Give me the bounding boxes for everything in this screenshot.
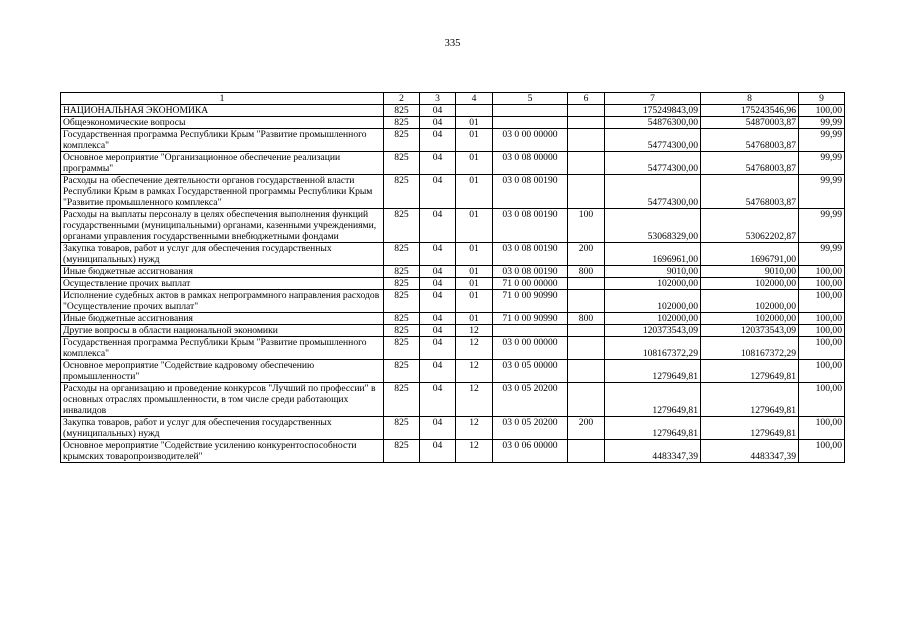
table-row xyxy=(61,117,845,129)
row-name: Расходы на выплаты персоналу в целях обеспечения выполнения функций государственными (муниципальными) органами, казенными учреждениями, органами управления государственными внебюджетными фондами xyxy=(61,209,384,243)
subsection-code: 12 xyxy=(456,325,493,337)
section-code: 04 xyxy=(420,175,456,209)
subsection-code: 01 xyxy=(456,129,493,152)
row-name: Государственная программа Республики Крым "Развитие промышленного комплекса" xyxy=(61,337,384,360)
planned-amount: 53068329,00 xyxy=(605,209,701,243)
executed-amount: 102000,00 xyxy=(701,290,799,313)
budget-table xyxy=(60,92,845,463)
row-name: Расходы на обеспечение деятельности органов государственной власти Республики Крым в рамках Государственной программы Республики Крым "Развитие промышленного комплекса" xyxy=(61,175,384,209)
table-row xyxy=(61,383,845,417)
subsection-code: 01 xyxy=(456,278,493,290)
header-row xyxy=(61,93,845,105)
execution-percent: 99,99 xyxy=(799,117,845,129)
expense-type-code xyxy=(568,152,605,175)
subsection-code: 12 xyxy=(456,417,493,440)
expense-type-code: 800 xyxy=(568,266,605,278)
row-name: Государственная программа Республики Крым "Развитие промышленного комплекса" xyxy=(61,129,384,152)
execution-percent: 99,99 xyxy=(799,129,845,152)
target-article-code xyxy=(493,117,568,129)
target-article-code: 03 0 08 00190 xyxy=(493,266,568,278)
planned-amount: 102000,00 xyxy=(605,313,701,325)
subsection-code: 12 xyxy=(456,360,493,383)
executed-amount: 54768003,87 xyxy=(701,129,799,152)
subsection-code: 12 xyxy=(456,337,493,360)
table-row xyxy=(61,105,845,117)
subsection-code: 12 xyxy=(456,440,493,463)
execution-percent: 99,99 xyxy=(799,209,845,243)
section-code: 04 xyxy=(420,383,456,417)
header-cell: 9 xyxy=(799,93,845,105)
target-article-code: 03 0 08 00000 xyxy=(493,152,568,175)
executed-amount: 1279649,81 xyxy=(701,360,799,383)
subsection-code: 01 xyxy=(456,243,493,266)
table-row xyxy=(61,360,845,383)
execution-percent: 99,99 xyxy=(799,243,845,266)
target-article-code: 03 0 05 20200 xyxy=(493,417,568,440)
expense-type-code: 200 xyxy=(568,417,605,440)
subsection-code: 01 xyxy=(456,175,493,209)
section-code: 04 xyxy=(420,117,456,129)
expense-type-code: 800 xyxy=(568,313,605,325)
execution-percent: 100,00 xyxy=(799,278,845,290)
page-number: 335 xyxy=(444,38,461,49)
header-cell: 2 xyxy=(384,93,420,105)
ministry-code: 825 xyxy=(384,266,420,278)
ministry-code: 825 xyxy=(384,290,420,313)
row-name: Иные бюджетные ассигнования xyxy=(61,313,384,325)
executed-amount: 120373543,09 xyxy=(701,325,799,337)
header-cell: 4 xyxy=(456,93,493,105)
subsection-code: 01 xyxy=(456,266,493,278)
planned-amount: 108167372,29 xyxy=(605,337,701,360)
table-row xyxy=(61,129,845,152)
expense-type-code xyxy=(568,117,605,129)
expense-type-code xyxy=(568,360,605,383)
row-name: Исполнение судебных актов в рамках непрограммного направления расходов "Осуществление прочих выплат" xyxy=(61,290,384,313)
target-article-code: 03 0 05 00000 xyxy=(493,360,568,383)
target-article-code: 71 0 00 90990 xyxy=(493,290,568,313)
header-cell: 8 xyxy=(701,93,799,105)
executed-amount: 54768003,87 xyxy=(701,152,799,175)
execution-percent: 99,99 xyxy=(799,175,845,209)
executed-amount: 102000,00 xyxy=(701,278,799,290)
execution-percent: 100,00 xyxy=(799,290,845,313)
row-name: Закупка товаров, работ и услуг для обеспечения государственных (муниципальных) нужд xyxy=(61,243,384,266)
row-name: Другие вопросы в области национальной экономики xyxy=(61,325,384,337)
subsection-code: 01 xyxy=(456,117,493,129)
ministry-code: 825 xyxy=(384,209,420,243)
ministry-code: 825 xyxy=(384,152,420,175)
table-row xyxy=(61,266,845,278)
ministry-code: 825 xyxy=(384,243,420,266)
expense-type-code: 100 xyxy=(568,209,605,243)
ministry-code: 825 xyxy=(384,383,420,417)
target-article-code: 03 0 06 00000 xyxy=(493,440,568,463)
execution-percent: 100,00 xyxy=(799,105,845,117)
execution-percent: 100,00 xyxy=(799,440,845,463)
table-row xyxy=(61,417,845,440)
ministry-code: 825 xyxy=(384,129,420,152)
ministry-code: 825 xyxy=(384,440,420,463)
planned-amount: 54774300,00 xyxy=(605,129,701,152)
executed-amount: 108167372,29 xyxy=(701,337,799,360)
ministry-code: 825 xyxy=(384,417,420,440)
table-row xyxy=(61,290,845,313)
expense-type-code xyxy=(568,105,605,117)
target-article-code xyxy=(493,105,568,117)
ministry-code: 825 xyxy=(384,337,420,360)
subsection-code xyxy=(456,105,493,117)
ministry-code: 825 xyxy=(384,175,420,209)
table-row xyxy=(61,152,845,175)
table-row xyxy=(61,243,845,266)
section-code: 04 xyxy=(420,440,456,463)
execution-percent: 100,00 xyxy=(799,417,845,440)
row-name: Закупка товаров, работ и услуг для обеспечения государственных (муниципальных) нужд xyxy=(61,417,384,440)
section-code: 04 xyxy=(420,243,456,266)
executed-amount: 54768003,87 xyxy=(701,175,799,209)
planned-amount: 54774300,00 xyxy=(605,175,701,209)
executed-amount: 1696791,00 xyxy=(701,243,799,266)
planned-amount: 54774300,00 xyxy=(605,152,701,175)
header-cell: 6 xyxy=(568,93,605,105)
subsection-code: 01 xyxy=(456,290,493,313)
ministry-code: 825 xyxy=(384,105,420,117)
planned-amount: 102000,00 xyxy=(605,290,701,313)
row-name: Основное мероприятие "Содействие кадровому обеспечению промышленности" xyxy=(61,360,384,383)
planned-amount: 175249843,09 xyxy=(605,105,701,117)
planned-amount: 9010,00 xyxy=(605,266,701,278)
target-article-code: 71 0 00 00000 xyxy=(493,278,568,290)
planned-amount: 54876300,00 xyxy=(605,117,701,129)
section-code: 04 xyxy=(420,105,456,117)
executed-amount: 9010,00 xyxy=(701,266,799,278)
target-article-code xyxy=(493,325,568,337)
row-name: Иные бюджетные ассигнования xyxy=(61,266,384,278)
ministry-code: 825 xyxy=(384,313,420,325)
execution-percent: 100,00 xyxy=(799,313,845,325)
planned-amount: 1279649,81 xyxy=(605,383,701,417)
executed-amount: 175243546,96 xyxy=(701,105,799,117)
execution-percent: 100,00 xyxy=(799,383,845,417)
planned-amount: 102000,00 xyxy=(605,278,701,290)
planned-amount: 1696961,00 xyxy=(605,243,701,266)
table-row xyxy=(61,337,845,360)
table-row xyxy=(61,440,845,463)
execution-percent: 99,99 xyxy=(799,152,845,175)
planned-amount: 4483347,39 xyxy=(605,440,701,463)
subsection-code: 01 xyxy=(456,313,493,325)
expense-type-code xyxy=(568,278,605,290)
header-cell: 3 xyxy=(420,93,456,105)
expense-type-code xyxy=(568,337,605,360)
subsection-code: 12 xyxy=(456,383,493,417)
row-name: Основное мероприятие "Организационное обеспечение реализации программы" xyxy=(61,152,384,175)
section-code: 04 xyxy=(420,313,456,325)
section-code: 04 xyxy=(420,337,456,360)
expense-type-code xyxy=(568,290,605,313)
section-code: 04 xyxy=(420,417,456,440)
execution-percent: 100,00 xyxy=(799,266,845,278)
target-article-code: 71 0 00 90990 xyxy=(493,313,568,325)
row-name: Расходы на организацию и проведение конкурсов "Лучший по профессии" в основных отраслях промышленности, в том числе среди работающих инвалидов xyxy=(61,383,384,417)
header-cell: 1 xyxy=(61,93,384,105)
section-code: 04 xyxy=(420,152,456,175)
table-row xyxy=(61,175,845,209)
executed-amount: 54870003,87 xyxy=(701,117,799,129)
section-code: 04 xyxy=(420,209,456,243)
execution-percent: 100,00 xyxy=(799,337,845,360)
planned-amount: 1279649,81 xyxy=(605,360,701,383)
target-article-code: 03 0 08 00190 xyxy=(493,175,568,209)
row-name: Основное мероприятие "Содействие усилению конкурентоспособности крымских товаропроизводителей" xyxy=(61,440,384,463)
ministry-code: 825 xyxy=(384,117,420,129)
table-row xyxy=(61,325,845,337)
table-row xyxy=(61,209,845,243)
section-code: 04 xyxy=(420,360,456,383)
header-cell: 7 xyxy=(605,93,701,105)
executed-amount: 1279649,81 xyxy=(701,383,799,417)
subsection-code: 01 xyxy=(456,152,493,175)
executed-amount: 1279649,81 xyxy=(701,417,799,440)
row-name: Осуществление прочих выплат xyxy=(61,278,384,290)
ministry-code: 825 xyxy=(384,360,420,383)
executed-amount: 102000,00 xyxy=(701,313,799,325)
expense-type-code xyxy=(568,383,605,417)
table-row xyxy=(61,278,845,290)
expense-type-code xyxy=(568,440,605,463)
execution-percent: 100,00 xyxy=(799,325,845,337)
section-code: 04 xyxy=(420,290,456,313)
target-article-code: 03 0 00 00000 xyxy=(493,337,568,360)
subsection-code: 01 xyxy=(456,209,493,243)
section-code: 04 xyxy=(420,266,456,278)
row-name: Общеэкономические вопросы xyxy=(61,117,384,129)
execution-percent: 100,00 xyxy=(799,360,845,383)
table-row xyxy=(61,313,845,325)
target-article-code: 03 0 00 00000 xyxy=(493,129,568,152)
expense-type-code xyxy=(568,325,605,337)
section-code: 04 xyxy=(420,129,456,152)
target-article-code: 03 0 05 20200 xyxy=(493,383,568,417)
row-name: НАЦИОНАЛЬНАЯ ЭКОНОМИКА xyxy=(61,105,384,117)
target-article-code: 03 0 08 00190 xyxy=(493,243,568,266)
expense-type-code xyxy=(568,175,605,209)
header-cell: 5 xyxy=(493,93,568,105)
ministry-code: 825 xyxy=(384,325,420,337)
executed-amount: 53062202,87 xyxy=(701,209,799,243)
ministry-code: 825 xyxy=(384,278,420,290)
section-code: 04 xyxy=(420,325,456,337)
planned-amount: 120373543,09 xyxy=(605,325,701,337)
target-article-code: 03 0 08 00190 xyxy=(493,209,568,243)
expense-type-code xyxy=(568,129,605,152)
section-code: 04 xyxy=(420,278,456,290)
planned-amount: 1279649,81 xyxy=(605,417,701,440)
executed-amount: 4483347,39 xyxy=(701,440,799,463)
expense-type-code: 200 xyxy=(568,243,605,266)
